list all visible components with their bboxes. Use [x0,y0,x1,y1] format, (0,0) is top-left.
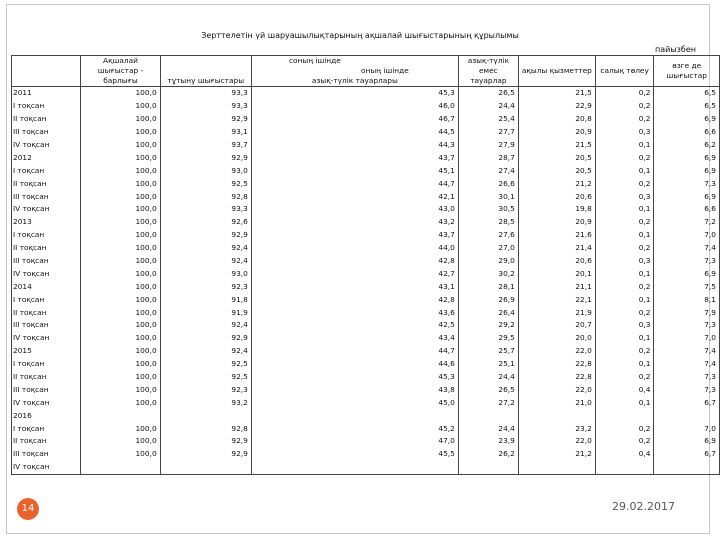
table-cell: 21,5 [518,139,595,152]
table-cell: 0,1 [595,332,654,345]
table-cell: 0,1 [595,293,654,306]
table-cell: 0,2 [595,100,654,113]
table-cell: 22,0 [518,383,595,396]
header-consumer: тұтыну шығыстары [160,56,251,87]
table-cell: 7,4 [654,242,720,255]
table-cell: 27,0 [458,242,518,255]
table-cell: 6,9 [654,164,720,177]
table-cell: 100,0 [81,139,160,152]
table-cell: 28,7 [458,151,518,164]
table-cell [160,409,251,422]
table-cell: 22,1 [518,293,595,306]
table-cell: 92,3 [160,383,251,396]
table-cell: 92,4 [160,255,251,268]
table-cell: 91,9 [160,306,251,319]
table-cell: 24,4 [458,422,518,435]
table-cell: 93,3 [160,100,251,113]
table-row [12,267,720,280]
table-cell: 47,0 [251,435,458,448]
table-cell: 44,5 [251,126,458,139]
table-cell: 45,0 [251,396,458,409]
table-cell: 91,8 [160,293,251,306]
table-cell: 22,0 [518,345,595,358]
table-row [12,216,720,229]
row-label: I тоқсан [12,422,81,435]
table-cell: 92,9 [160,448,251,461]
row-label: 2013 [12,216,81,229]
table-cell: 100,0 [81,319,160,332]
row-label: I тоқсан [12,229,81,242]
table-cell: 45,5 [251,448,458,461]
table-cell: 100,0 [81,100,160,113]
table-cell: 6,5 [654,100,720,113]
table-cell: 93,3 [160,87,251,100]
table-cell [595,461,654,474]
table-cell: 6,9 [654,190,720,203]
table-cell: 21,0 [518,396,595,409]
table-row [12,396,720,409]
row-label: IV тоқсан [12,332,81,345]
table-cell: 45,3 [251,371,458,384]
table-cell: 44,6 [251,358,458,371]
table-row [12,345,720,358]
table-cell: 20,1 [518,267,595,280]
table-cell: 21,2 [518,448,595,461]
table-cell: 0,3 [595,190,654,203]
table-cell: 20,6 [518,255,595,268]
table-cell: 0,2 [595,216,654,229]
table-cell: 27,9 [458,139,518,152]
table-cell: 100,0 [81,293,160,306]
table-cell: 92,8 [160,422,251,435]
table-cell: 6,9 [654,113,720,126]
table-cell: 100,0 [81,242,160,255]
table-cell: 93,3 [160,203,251,216]
row-label: II тоқсан [12,306,81,319]
table-title: Зерттелетін үй шаруашылықтарының ақшалай шығыстарының құрылымы [201,31,519,40]
table-cell: 22,8 [518,371,595,384]
table-cell: 100,0 [81,216,160,229]
table-cell: 27,7 [458,126,518,139]
table-cell: 21,5 [518,87,595,100]
table-cell [81,461,160,474]
row-label: 2016 [12,409,81,422]
row-label: III тоқсан [12,126,81,139]
table-cell: 0,2 [595,345,654,358]
table-cell: 0,2 [595,87,654,100]
table-cell: 29,2 [458,319,518,332]
table-cell: 44,7 [251,345,458,358]
table-row [12,280,720,293]
table-cell: 43,4 [251,332,458,345]
table-cell: 100,0 [81,332,160,345]
table-cell: 0,1 [595,164,654,177]
table-cell: 42,8 [251,255,458,268]
table-cell: 92,9 [160,229,251,242]
table-cell: 92,4 [160,345,251,358]
table-cell: 26,5 [458,383,518,396]
table-cell: 30,1 [458,190,518,203]
page-number-badge: 14 [17,498,39,520]
table-cell: 100,0 [81,448,160,461]
row-label: 2012 [12,151,81,164]
table-cell: 20,5 [518,164,595,177]
table-cell: 100,0 [81,229,160,242]
table-cell: 20,6 [518,190,595,203]
table-cell: 0,2 [595,435,654,448]
table-cell: 6,9 [654,267,720,280]
table-cell: 25,4 [458,113,518,126]
table-cell: 7,3 [654,319,720,332]
table-cell [458,409,518,422]
table-cell: 26,6 [458,177,518,190]
row-label: IV тоқсан [12,267,81,280]
table-cell: 100,0 [81,306,160,319]
row-label: III тоқсан [12,383,81,396]
table-cell: 22,0 [518,435,595,448]
header-of-which: оның ішінде [360,66,409,75]
table-cell: 22,9 [518,100,595,113]
table-cell: 92,9 [160,113,251,126]
table-cell: 21,2 [518,177,595,190]
table-cell: 0,3 [595,126,654,139]
table-cell: 7,3 [654,383,720,396]
table-cell: 20,9 [518,126,595,139]
table-cell: 26,5 [458,87,518,100]
table-cell: 7,9 [654,306,720,319]
table-cell: 29,0 [458,255,518,268]
table-cell: 0,1 [595,358,654,371]
table-cell: 43,0 [251,203,458,216]
table-cell: 92,9 [160,151,251,164]
table-cell: 0,1 [595,396,654,409]
table-cell [251,409,458,422]
table-row [12,461,720,474]
row-label: II тоқсан [12,113,81,126]
table-cell: 27,4 [458,164,518,177]
header-nonfood: азық-түлік емес тауарлар [458,56,518,87]
table-row [12,190,720,203]
table-row [12,293,720,306]
table-cell: 19,8 [518,203,595,216]
table-cell: 0,2 [595,242,654,255]
table-cell: 100,0 [81,435,160,448]
table-row [12,229,720,242]
table-row [12,177,720,190]
table-cell: 6,2 [654,139,720,152]
table-cell: 43,7 [251,151,458,164]
row-label: II тоқсан [12,242,81,255]
table-cell: 26,2 [458,448,518,461]
table-cell: 0,3 [595,319,654,332]
table-cell: 42,8 [251,293,458,306]
table-cell: 100,0 [81,383,160,396]
table-cell: 43,7 [251,229,458,242]
table-cell: 7,4 [654,358,720,371]
header-other: өзге де шығыстар [654,56,720,87]
row-label: III тоқсан [12,190,81,203]
table-cell: 100,0 [81,87,160,100]
table-body [12,87,720,475]
table-cell: 30,2 [458,267,518,280]
table-cell: 27,6 [458,229,518,242]
table-cell: 24,4 [458,100,518,113]
table-cell: 8,1 [654,293,720,306]
table-cell: 43,6 [251,306,458,319]
table-cell: 28,5 [458,216,518,229]
table-cell: 21,6 [518,229,595,242]
table-cell: 92,9 [160,332,251,345]
row-label: IV тоқсан [12,139,81,152]
table-cell: 93,2 [160,396,251,409]
header-food: соның ішінде оның ішінде азық-түлік тауарлары [251,56,458,87]
table-cell: 26,4 [458,306,518,319]
table-cell: 100,0 [81,280,160,293]
table-cell: 7,3 [654,177,720,190]
table-row [12,164,720,177]
table-cell: 7,0 [654,229,720,242]
table-cell: 7,0 [654,332,720,345]
row-label: I тоқсан [12,293,81,306]
table-row [12,126,720,139]
table-cell: 93,1 [160,126,251,139]
table-cell: 92,4 [160,242,251,255]
table-cell: 45,1 [251,164,458,177]
table-row [12,319,720,332]
table-row [12,332,720,345]
table-cell: 0,3 [595,255,654,268]
table-cell: 100,0 [81,422,160,435]
table-cell: 23,9 [458,435,518,448]
table-cell: 93,0 [160,267,251,280]
table-cell: 20,9 [518,216,595,229]
table-cell: 0,2 [595,422,654,435]
table-cell: 0,2 [595,151,654,164]
table-row [12,448,720,461]
table-cell: 0,4 [595,448,654,461]
table-cell: 22,8 [518,358,595,371]
table-cell: 7,5 [654,280,720,293]
table-cell: 93,0 [160,164,251,177]
table-cell: 100,0 [81,371,160,384]
table-cell: 100,0 [81,396,160,409]
table-cell: 0,2 [595,371,654,384]
table-row [12,203,720,216]
row-label: 2014 [12,280,81,293]
row-label: 2015 [12,345,81,358]
table-cell: 43,1 [251,280,458,293]
row-label: III тоқсан [12,448,81,461]
table-cell: 44,0 [251,242,458,255]
table-cell: 20,0 [518,332,595,345]
table-cell: 27,2 [458,396,518,409]
table-cell: 0,1 [595,229,654,242]
table-cell: 92,5 [160,371,251,384]
header-row [12,56,720,87]
row-label: III тоқсан [12,255,81,268]
table-row [12,371,720,384]
table-cell: 6,5 [654,87,720,100]
table-cell: 21,1 [518,280,595,293]
table-cell: 21,9 [518,306,595,319]
table-cell: 92,3 [160,280,251,293]
table-cell: 0,2 [595,280,654,293]
table-row [12,113,720,126]
table-row [12,306,720,319]
row-label: I тоқсан [12,100,81,113]
table-cell: 0,2 [595,113,654,126]
table-cell: 100,0 [81,113,160,126]
table-row [12,435,720,448]
table-cell: 44,7 [251,177,458,190]
table-cell: 100,0 [81,126,160,139]
row-label: IV тоқсан [12,203,81,216]
table-cell: 29,5 [458,332,518,345]
table-cell [81,409,160,422]
header-services: ақылы қызметтер [518,56,595,87]
table-cell [160,461,251,474]
table-cell: 100,0 [81,190,160,203]
table-cell: 100,0 [81,358,160,371]
header-taxes: салық төлеу [595,56,654,87]
table-cell [458,461,518,474]
table-cell: 30,5 [458,203,518,216]
row-label: IV тоқсан [12,396,81,409]
table-cell: 6,9 [654,151,720,164]
table-cell: 0,2 [595,177,654,190]
table-cell: 6,9 [654,435,720,448]
row-label: II тоқсан [12,177,81,190]
table-cell: 26,9 [458,293,518,306]
slide-date: 29.02.2017 [612,500,675,513]
table-row [12,151,720,164]
table-cell: 0,4 [595,383,654,396]
row-label: 2011 [12,87,81,100]
table-cell [654,409,720,422]
table-cell: 100,0 [81,164,160,177]
table-cell: 45,3 [251,87,458,100]
row-label: IV тоқсан [12,461,81,474]
table-cell: 25,7 [458,345,518,358]
table-cell: 100,0 [81,345,160,358]
table-cell: 92,8 [160,190,251,203]
table-cell: 6,7 [654,396,720,409]
table-cell: 0,2 [595,306,654,319]
table-cell: 7,3 [654,371,720,384]
row-label: III тоқсан [12,319,81,332]
table-cell: 7,4 [654,345,720,358]
table-row [12,139,720,152]
table-cell: 42,1 [251,190,458,203]
table-cell: 0,1 [595,203,654,216]
table-cell: 0,1 [595,139,654,152]
table-cell: 20,5 [518,151,595,164]
table-cell [654,461,720,474]
expenditure-table [11,55,720,475]
table-cell: 46,7 [251,113,458,126]
header-including: соның ішінде [288,56,341,65]
table-row [12,358,720,371]
table-cell [518,461,595,474]
table-cell: 100,0 [81,177,160,190]
table-cell: 7,2 [654,216,720,229]
table-cell: 92,4 [160,319,251,332]
table-cell [518,409,595,422]
table-cell: 7,3 [654,255,720,268]
table-cell: 23,2 [518,422,595,435]
row-label: II тоқсан [12,435,81,448]
table-cell: 44,3 [251,139,458,152]
table-cell: 43,2 [251,216,458,229]
table-cell: 42,7 [251,267,458,280]
header-total: Ақшалай шығыстар - барлығы [81,56,160,87]
table-cell: 100,0 [81,151,160,164]
table-cell: 46,0 [251,100,458,113]
table-row [12,383,720,396]
table-cell: 45,2 [251,422,458,435]
table-cell: 43,8 [251,383,458,396]
row-label: II тоқсан [12,371,81,384]
table-row [12,87,720,100]
table-cell: 6,6 [654,126,720,139]
table-cell: 28,1 [458,280,518,293]
table-cell: 92,5 [160,358,251,371]
table-cell: 100,0 [81,203,160,216]
table-row [12,255,720,268]
table-row [12,409,720,422]
table-cell: 92,6 [160,216,251,229]
table-cell: 92,5 [160,177,251,190]
table-cell: 21,4 [518,242,595,255]
table-cell: 24,4 [458,371,518,384]
table-cell [595,409,654,422]
unit-label: пайызбен [655,45,696,54]
table-cell: 6,7 [654,448,720,461]
table-row [12,242,720,255]
table-row [12,100,720,113]
table-cell: 25,1 [458,358,518,371]
table-cell: 7,0 [654,422,720,435]
table-cell: 20,8 [518,113,595,126]
table-cell: 0,1 [595,267,654,280]
table-cell [251,461,458,474]
table-cell: 93,7 [160,139,251,152]
row-label: I тоқсан [12,164,81,177]
table-cell: 92,9 [160,435,251,448]
table-cell: 20,7 [518,319,595,332]
table-cell: 100,0 [81,255,160,268]
table-cell: 6,6 [654,203,720,216]
row-label: I тоқсан [12,358,81,371]
table-row [12,422,720,435]
table-cell: 100,0 [81,267,160,280]
table-cell: 42,5 [251,319,458,332]
